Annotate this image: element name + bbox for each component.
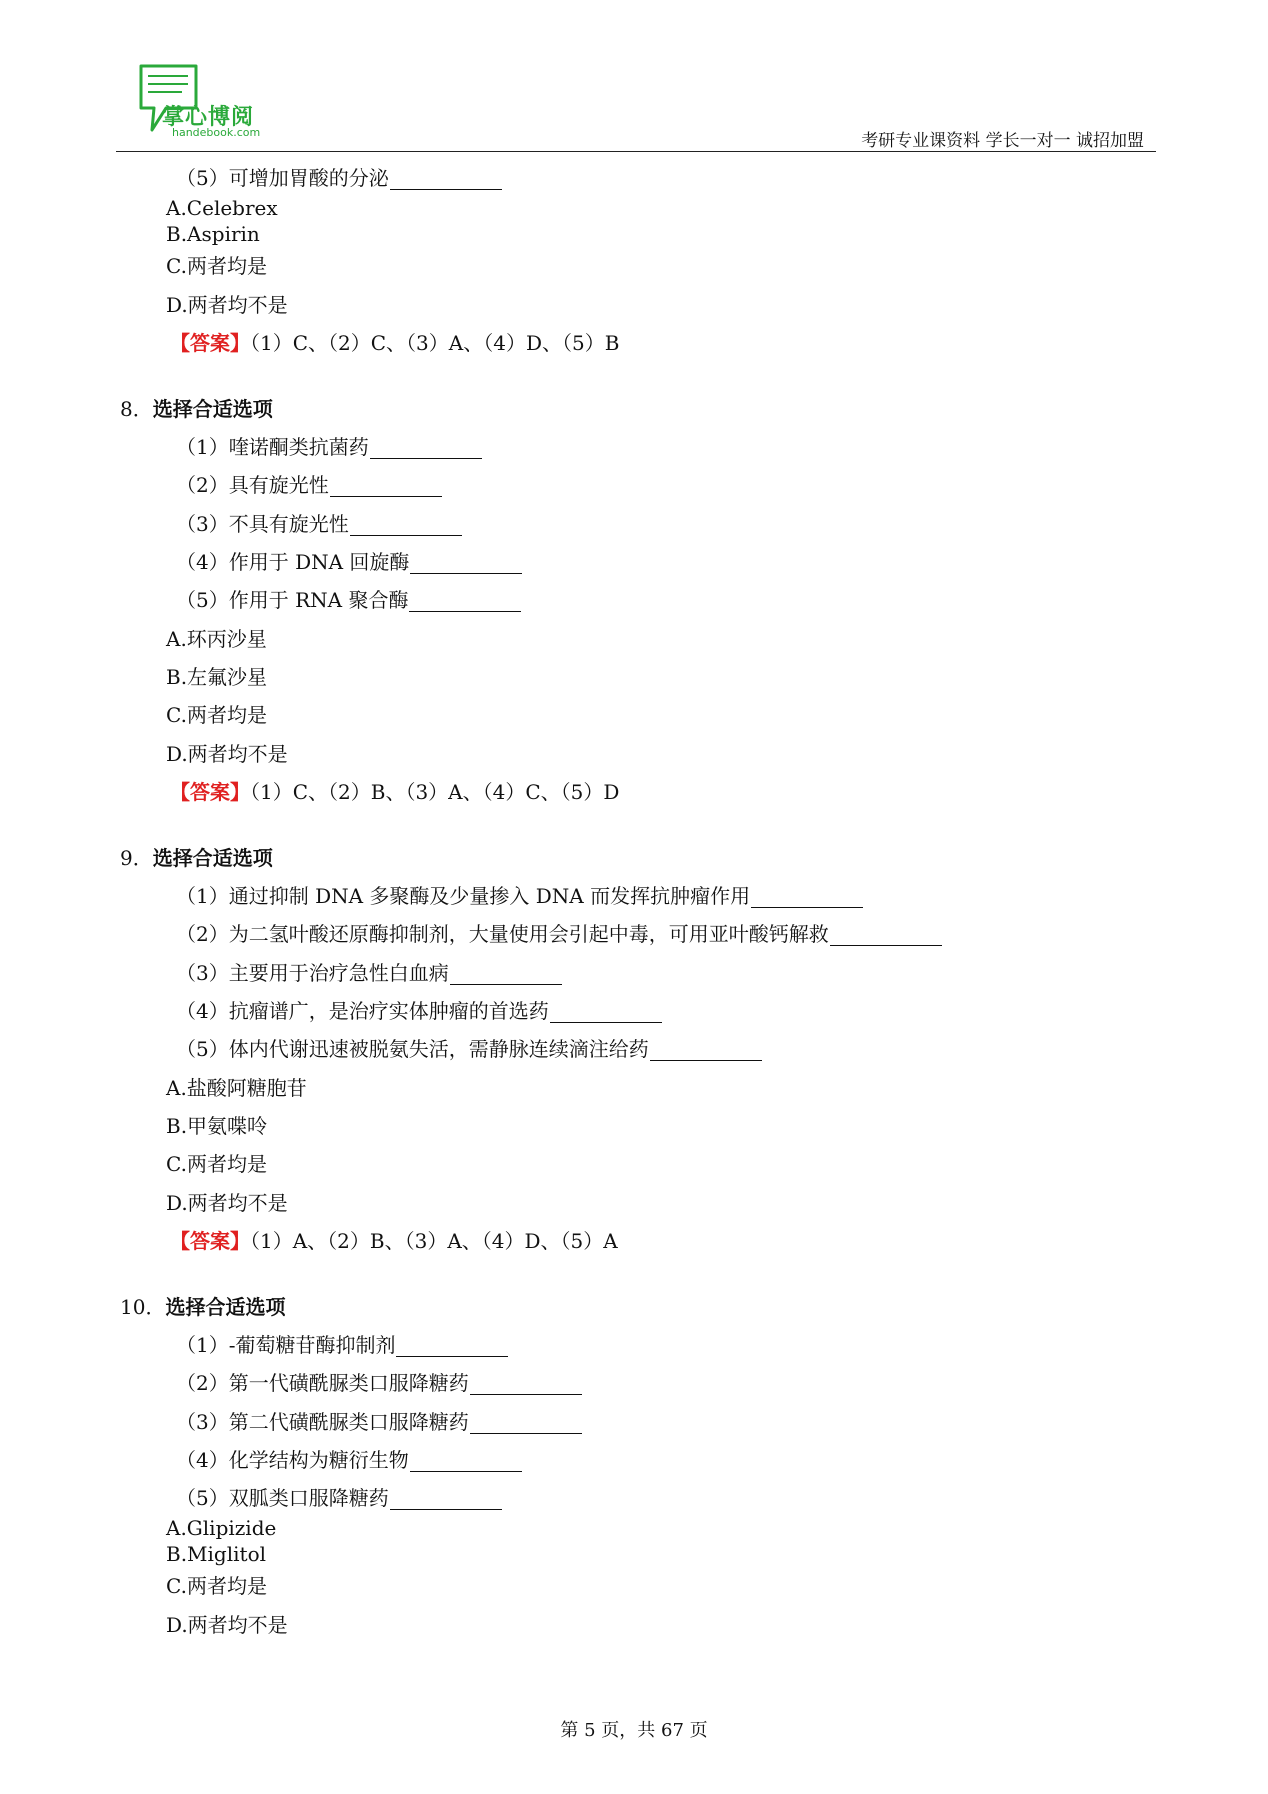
sub-question: （3）第二代磺酰脲类口服降糖药 <box>176 1410 582 1434</box>
logo-text: 掌心博阅 <box>162 105 255 130</box>
option: C.两者均是 <box>166 703 267 727</box>
option: A.Glipizide <box>166 1516 277 1540</box>
header-tagline: 考研专业课资料 学长一对一 诚招加盟 <box>861 131 1144 151</box>
option: C.两者均是 <box>166 254 267 278</box>
option: C.两者均是 <box>166 1574 267 1598</box>
logo-url: handebook.com <box>172 126 261 139</box>
sub-question: （5）作用于 RNA 聚合酶 <box>176 588 521 612</box>
option: B.左氟沙星 <box>166 665 268 689</box>
sub-question: （2）第一代磺酰脲类口服降糖药 <box>176 1371 582 1395</box>
option: C.两者均是 <box>166 1152 267 1176</box>
sub-question: （2）具有旋光性 <box>176 473 442 497</box>
option: D.两者均不是 <box>166 742 288 766</box>
answer-label: 【答案】 <box>170 331 250 355</box>
sub-question: （5）双胍类口服降糖药 <box>176 1486 502 1510</box>
sub-question: （2）为二氢叶酸还原酶抑制剂，大量使用会引起中毒，可用亚叶酸钙解救 <box>176 922 942 946</box>
answer-text: （1）C、（2）B、（3）A、（4）C、（5）D <box>250 780 620 804</box>
sub-question: （3）主要用于治疗急性白血病 <box>176 961 562 985</box>
sub-question: （4）作用于 DNA 回旋酶 <box>176 550 522 574</box>
answer-text: （1）A、（2）B、（3）A、（4）D、（5）A <box>250 1229 618 1253</box>
option: A.Celebrex <box>166 196 278 220</box>
option: D.两者均不是 <box>166 1613 288 1637</box>
sub-question: （1）-葡萄糖苷酶抑制剂 <box>176 1333 508 1357</box>
sub-question: （3）不具有旋光性 <box>176 512 462 536</box>
option: D.两者均不是 <box>166 1191 288 1215</box>
sub-question: （5）可增加胃酸的分泌 <box>176 166 502 190</box>
sub-question: （1）通过抑制 DNA 多聚酶及少量掺入 DNA 而发挥抗肿瘤作用 <box>176 884 863 908</box>
page-number: 第 5 页，共 67 页 <box>560 1720 708 1741</box>
option: A.环丙沙星 <box>166 627 267 651</box>
answer-label: 【答案】 <box>170 780 250 804</box>
option: B.Aspirin <box>166 222 260 246</box>
page-header <box>116 58 1156 154</box>
sub-question: （4）化学结构为糖衍生物 <box>176 1448 522 1472</box>
sub-question: （5）体内代谢迅速被脱氨失活，需静脉连续滴注给药 <box>176 1037 762 1061</box>
header-divider <box>116 151 1156 152</box>
question-heading: 9．选择合适选项 <box>120 846 273 870</box>
question-heading: 8．选择合适选项 <box>120 397 273 421</box>
answer-line <box>170 780 619 804</box>
option: A.盐酸阿糖胞苷 <box>166 1076 307 1100</box>
question-heading: 10．选择合适选项 <box>120 1295 286 1319</box>
option: B.甲氨喋呤 <box>166 1114 268 1138</box>
answer-line <box>170 331 619 355</box>
option: B.Miglitol <box>166 1542 266 1566</box>
answer-text: （1）C、（2）C、（3）A、（4）D、（5）B <box>250 331 620 355</box>
sub-question: （4）抗瘤谱广，是治疗实体肿瘤的首选药 <box>176 999 662 1023</box>
answer-line <box>170 1229 618 1253</box>
answer-label: 【答案】 <box>170 1229 250 1253</box>
option: D.两者均不是 <box>166 293 288 317</box>
sub-question: （1）喹诺酮类抗菌药 <box>176 435 482 459</box>
